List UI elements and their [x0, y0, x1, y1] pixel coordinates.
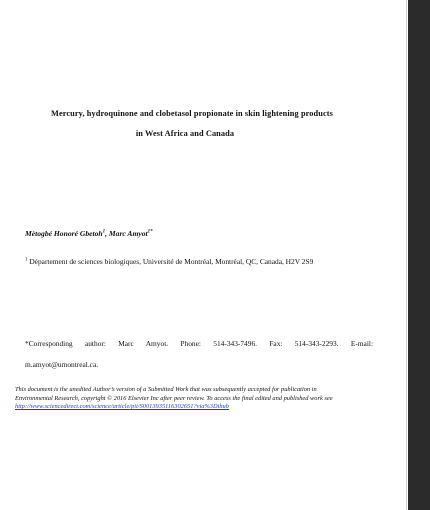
scrollbar[interactable]	[408, 0, 430, 510]
notice-text: This document is the unedited Author’s version of a Submitted Work that was subsequently accepted for publication in Environmental Research, copyright © 2016 Elsevier Inc after peer review. To access the final edited and published work see	[15, 386, 333, 402]
author-affiliation-mark: 1	[102, 229, 106, 235]
author-name: Marc Amyot	[108, 229, 148, 238]
corresponding-author: *Corresponding author: Marc Amyot. Phone: 514-343-7496. Fax: 514-343-2293. E-mail:	[25, 339, 373, 348]
author-name: Mètogbé Honoré Gbetoh	[25, 229, 103, 238]
article-link[interactable]: http://www.sciencedirect.com/science/article/pii/S0013935116302651?via%3Dihub	[15, 403, 229, 410]
affiliation	[25, 257, 313, 266]
email-address: m.amyot@umontreal.ca.	[25, 360, 99, 369]
affiliation-text: Département de sciences biologiques, Université de Montréal, Montréal, QC, Canada, H2V 2S9	[27, 257, 314, 266]
paper-title-line-1: Mercury, hydroquinone and clobetasol propionate in skin lightening products	[51, 109, 333, 118]
author-separator: ,	[105, 229, 109, 238]
publication-notice	[15, 386, 345, 412]
author-affiliation-mark: 1*	[147, 229, 153, 235]
author-list	[25, 229, 153, 238]
affiliation-mark: 1	[25, 257, 28, 263]
paper-title-line-2: in West Africa and Canada	[135, 129, 235, 138]
